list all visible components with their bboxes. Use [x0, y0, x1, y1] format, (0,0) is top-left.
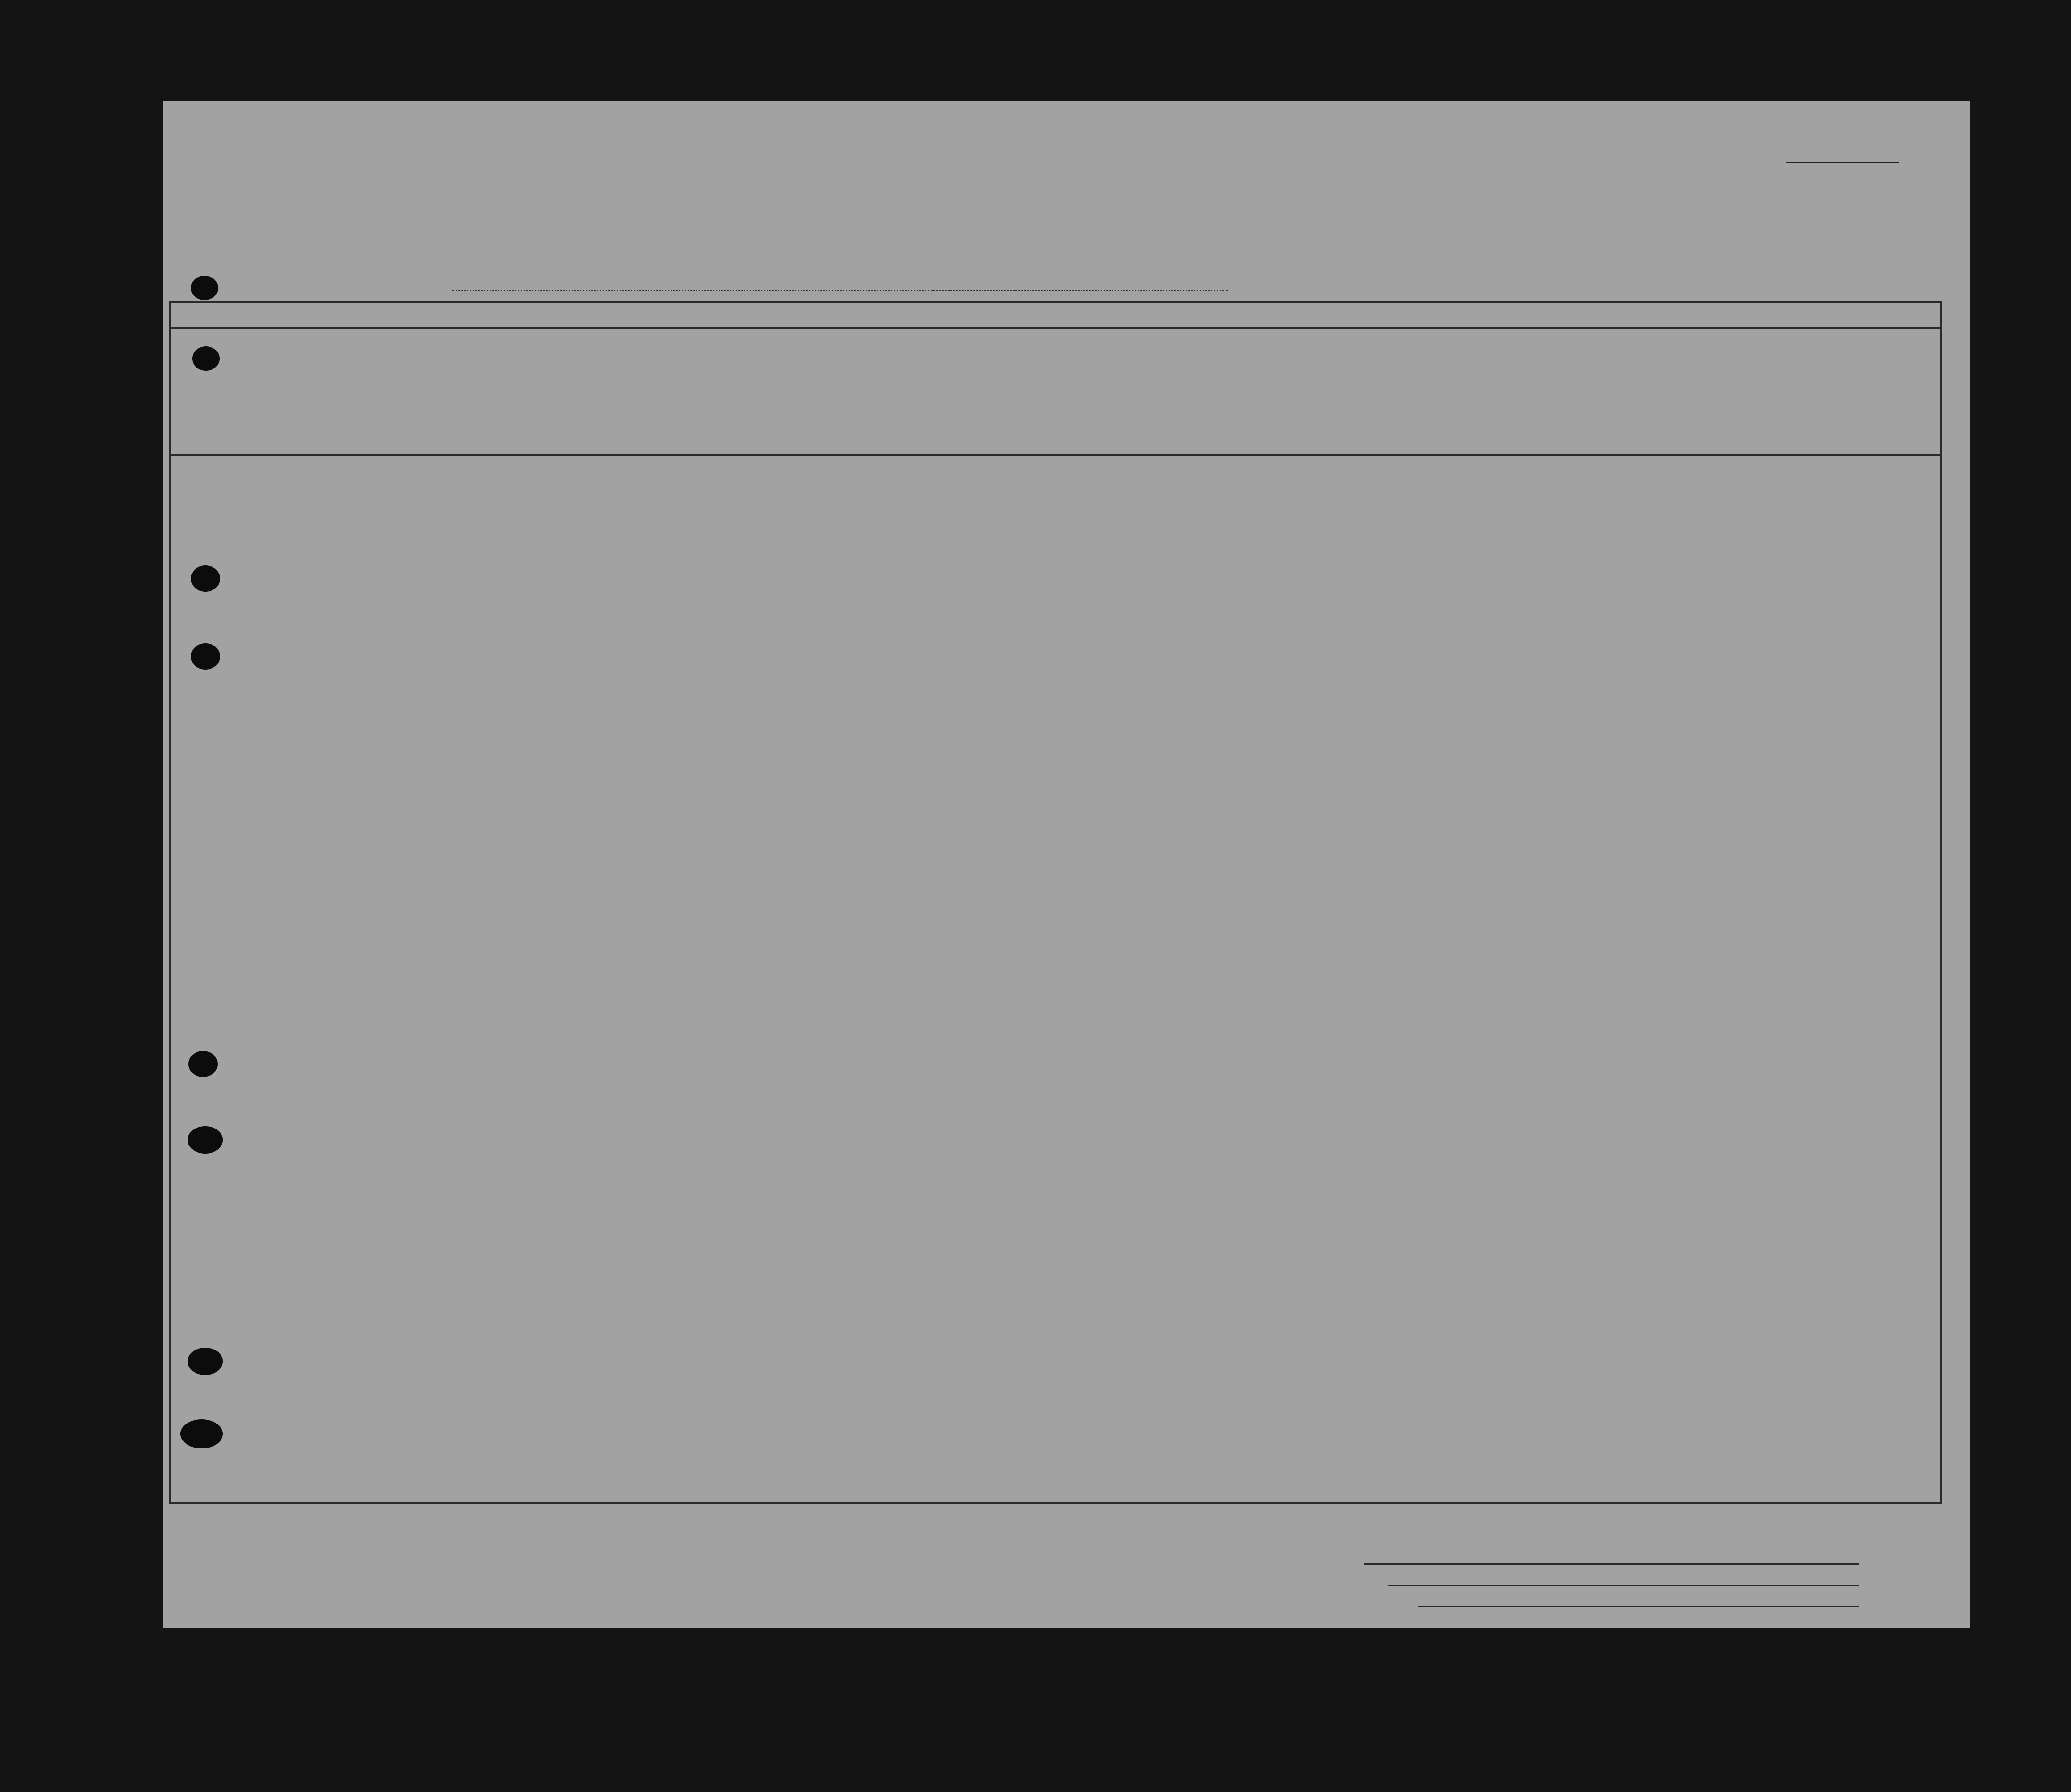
- punch-hole: [188, 1051, 218, 1077]
- punch-hole: [188, 1126, 223, 1154]
- table-border: [170, 302, 1941, 1503]
- punch-hole: [191, 276, 218, 300]
- punch-hole: [180, 1419, 223, 1448]
- line-field: [1364, 1563, 1859, 1565]
- punch-hole: [188, 1348, 223, 1375]
- owners-field: [1388, 1585, 1859, 1586]
- local-agents-field: [1418, 1606, 1859, 1607]
- punch-hole: [191, 643, 220, 670]
- punch-hole: [192, 346, 220, 371]
- punch-hole: [191, 565, 220, 592]
